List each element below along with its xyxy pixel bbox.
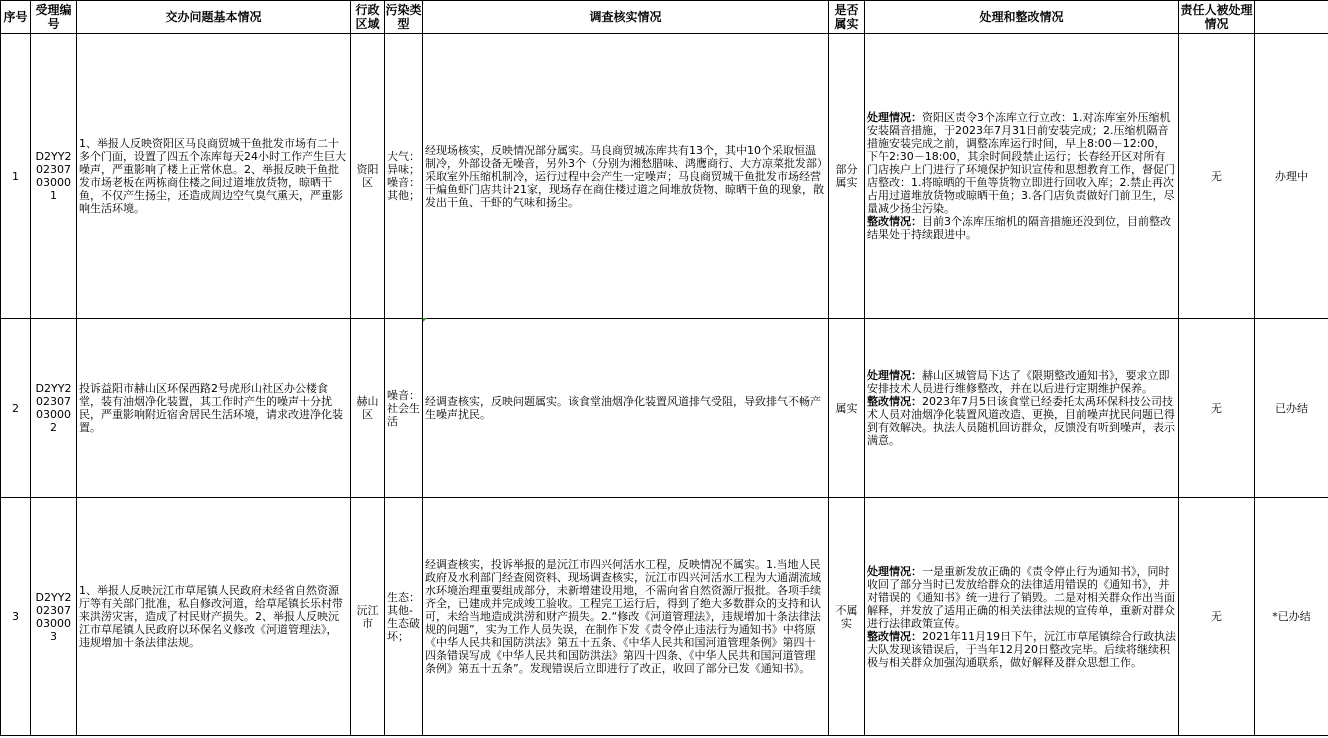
- cell-region: 沅江市: [351, 498, 385, 736]
- cell-seq: 1: [1, 34, 31, 319]
- handling-label: 处理情况：: [867, 564, 922, 578]
- cell-seq: 3: [1, 498, 31, 736]
- handling-text: 资阳区责令3个冻库立行立改：1.对冻库室外压缩机安装隔音措施，于2023年7月31日前安装完成；2.压缩机隔音措施安装完成之前，调整冻库运行时间，早上8:00－12:00，下午2:30－18:00，其余时间段禁止运行；长春经开区对所有门店挨户上门进行了环境保护知识宣传和思想教育工作，督促门店整改：1.将晾晒的干鱼等货物立即进行回收入库；2.禁止再次占用过道堆放货物或晾晒干鱼；3.各门店负责做好门前卫生，尽量减少扬尘污染。: [867, 111, 1175, 215]
- cell-id: D2YY20230703​0002: [31, 319, 77, 498]
- cell-verified: 部分属实: [829, 34, 865, 319]
- cell-handling: [865, 34, 1179, 319]
- cell-investigation: 经现场核实，反映情况部分属实。马良商贸城冻库共有13个，其中10个采取恒温制冷，外部设备无噪音，另外3个（分别为湘愁腊味、鸿鹰商行、大方凉菜批发部）采取室外压缩机制冷，运行过程中会产生一定噪声；马良商贸城干鱼批发市场经营干煸鱼虾门店共计21家，现场存在商住楼过道之间堆放货物、晾晒干鱼的现象，散发出干鱼、干虾的气味和扬尘。: [423, 34, 829, 319]
- cell-verified: 属实: [829, 319, 865, 498]
- header-investigation: 调查核实情况: [423, 1, 829, 34]
- cell-seq: 2: [1, 319, 31, 498]
- cell-investigation: 经调查核实，投诉举报的是沅江市四兴何活水工程，反映情况不属实。1.当地人民政府及水利部门经查阅资料、现场调查核实，沅江市四兴河活水工程为大通湖流域水环境治理重要组成部分，未新增建设用地，不需向省自然资源厅报批。各项手续齐全，已建成并完成竣工验收。工程完工运行后，得到了绝大多数群众的支持和认可，未给当地造成洪涝和财产损失。2.“修改《河道管理法》，违规增加十条法律法规的问题”，实为工作人员失误，在制作下发《责令停止违法行为通知书》中将原《中华人民共和国防洪法》第五十五条、《中华人民共和国河道管理条例》第四十四条错误写成《中华人民共和国防洪法》第四十四条、《中华人民共和国河道管理条例》第五十五条”。发现错误后立即进行了改正，收回了部分已发《通知书》。: [423, 498, 829, 736]
- table-row: [1, 498, 1328, 736]
- header-seq: 序号: [1, 1, 31, 34]
- cell-pollution: 生态：其他-生态破坏；: [385, 498, 423, 736]
- cell-accountability: 无: [1179, 498, 1255, 736]
- cell-verified: 不属实: [829, 498, 865, 736]
- cell-id: D2YY20230703​0001: [31, 34, 77, 319]
- cell-investigation: 经调查核实，反映问题属实。该食堂油烟净化装置风道排气受阻，导致排气不畅产生噪声扰民。: [423, 319, 829, 498]
- rectify-text: 2021年11月19日下午，沅江市草尾镇综合行政执法大队发现该错误后，于当年12月20日整改完毕。后续将继续积极与相关群众加强沟通联系，做好解释及群众思想工作。: [867, 629, 1176, 669]
- header-verified: 是否属实: [829, 1, 865, 34]
- handling-label: 处理情况：: [867, 369, 922, 382]
- rectify-label: 整改情况：: [867, 629, 922, 643]
- header-pollution: 污染类型: [385, 1, 423, 34]
- header-status: [1255, 1, 1328, 34]
- header-handling: 处理和整改情况: [865, 1, 1179, 34]
- cell-pollution: 大气：异味；噪音：其他；: [385, 34, 423, 319]
- cell-pollution: 噪音：社会生活: [385, 319, 423, 498]
- header-region: 行政区域: [351, 1, 385, 34]
- cell-issue: 投诉益阳市赫山区环保西路2号虎形山社区办公楼食堂，装有油烟净化装置，其工作时产生的噪声十分扰民，严重影响附近宿舍居民生活环境，请求改进净化装置。: [77, 319, 351, 498]
- header-row: [1, 1, 1328, 34]
- cell-status: *已办结: [1255, 498, 1328, 736]
- cell-status: 办理中: [1255, 34, 1328, 319]
- handling-text: 一是重新发放正确的《责令停止行为通知书》，同时收回了部分当时已发放给群众的法律适用错误的《通知书》，并对错误的《通知书》统一进行了销毁。二是对相关群众作出当面解释，并发放了适用正确的相关法律法规的宣传单，重新对群众进行法律政策宣传。: [867, 564, 1175, 630]
- handling-label: 处理情况：: [867, 111, 922, 124]
- cell-handling: [865, 319, 1179, 498]
- rectify-text: 目前3个冻库压缩机的隔音措施还没到位，目前整改结果处于持续跟进中。: [867, 215, 1171, 241]
- comment-indicator: [423, 318, 427, 322]
- cell-id: D2YY20230703​0003: [31, 498, 77, 736]
- cell-region: 资阳区: [351, 34, 385, 319]
- cell-accountability: 无: [1179, 319, 1255, 498]
- cell-issue: 1、举报人反映资阳区马良商贸城干鱼批发市场有二十多个门面，设置了四五个冻库每天24小时工作产生巨大噪声，严重影响了楼上正常休息。2、举报反映干鱼批发市场老板在两栋商住楼之间过道堆放货物，晾晒干鱼，不仅产生扬尘，还造成周边空气臭气熏天，严重影响生活环境。: [77, 34, 351, 319]
- header-id: 受理编号: [31, 1, 77, 34]
- cell-accountability: 无: [1179, 34, 1255, 319]
- table-row: [1, 34, 1328, 319]
- rectify-text: 2023年7月5日该食堂已经委托太禹环保科技公司技术人员对油烟净化装置风道改造、更换，目前噪声扰民问题已得到有效解决。执法人员随机回访群众，反馈没有听到噪声，表示满意。: [867, 395, 1175, 447]
- rectify-label: 整改情况：: [867, 395, 922, 408]
- table-row: [1, 319, 1328, 498]
- header-accountability: 责任人被处理情况: [1179, 1, 1255, 34]
- header-issue: 交办问题基本情况: [77, 1, 351, 34]
- cell-issue: 1、举报人反映沅江市草尾镇人民政府未经省自然资源厅等有关部门批准，私自修改河道，给草尾镇长乐村带来洪涝灾害，造成了村民财产损失。2、举报人反映沅江市草尾镇人民政府以环保名义修改《河道管理法》，违规增加十条法律法规。: [77, 498, 351, 736]
- handling-text: 赫山区城管局下达了《限期整改通知书》，要求立即安排技术人员进行维修整改，并在以后进行定期维护保养。: [867, 369, 1170, 395]
- cell-handling: [865, 498, 1179, 736]
- cell-status: 已办结: [1255, 319, 1328, 498]
- cell-region: 赫山区: [351, 319, 385, 498]
- rectify-label: 整改情况：: [867, 215, 922, 228]
